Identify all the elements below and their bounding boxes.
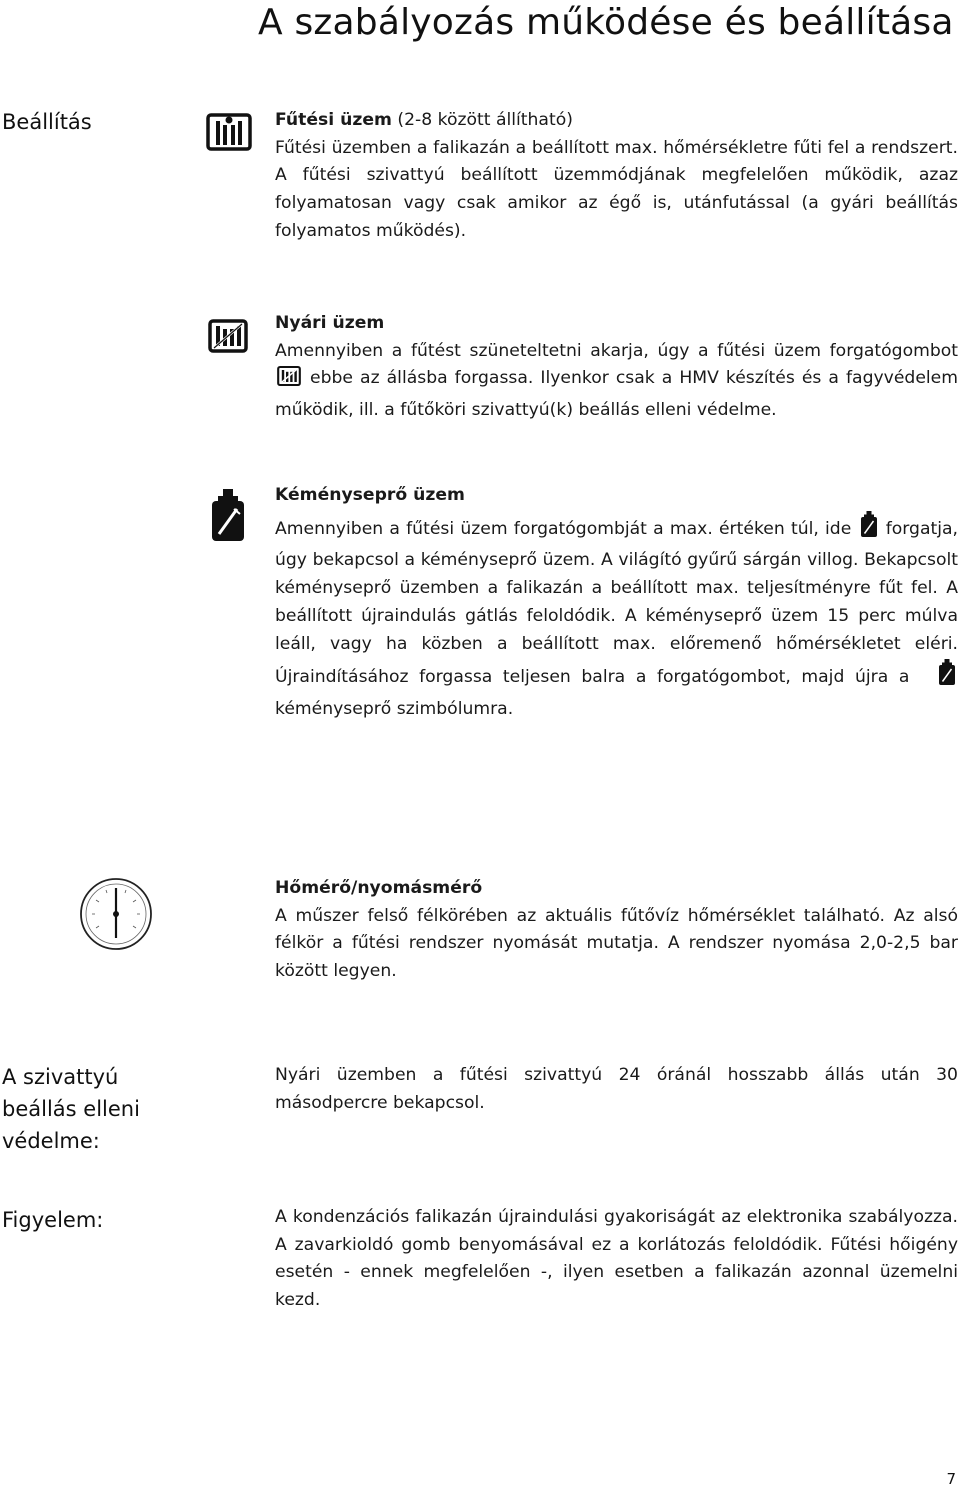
summer-mode-inline-icon	[277, 365, 301, 397]
summer-mode-text-start: Amennyiben a fűtést szüneteltetni akarja, úgy a fűtési üzem forgatógombot	[275, 340, 958, 361]
thermo-manometer-section	[275, 875, 958, 986]
chimney-sweep-text-middle: forgatja, úgy bekapcsol a kéményseprő üzem. A világító gyűrű sárgán villog. Bekapcsolt kéményseprő üzemben a falikazán a beállított max. teljesítményre fűt fel. A beállított újraindulás gátlás feloldódik. A kéményseprő üzem 15 perc múlva leáll, vagy ha közben a beállított max. előremenő hőmérsékletet eléri. Újraindításához forgassa teljesen balra a forgatógombot, majd újra a	[275, 518, 959, 688]
thermo-manometer-text: A műszer felső félkörében az aktuális fűtővíz hőmérséklet található. Az alsó félkör a fűtési rendszer nyomását mutatja. A rendszer nyomása 2,0-2,5 bar között legyen.	[275, 905, 958, 982]
section-label-notice: Figyelem:	[2, 1208, 104, 1232]
chimney-sweep-section	[275, 482, 958, 724]
page-number: 7	[946, 1470, 956, 1488]
heating-mode-icon	[206, 111, 252, 157]
heating-mode-text: Fűtési üzemben a falikazán a beállított max. hőmérsékletre fűti fel a rendszert. A fűtési szivattyú beállított üzemmódjának megfelelően működik, azaz folyamatosan vagy csak amikor az égő is, utánfutással (a gyári beállítás folyamatos működés).	[275, 137, 958, 241]
chimney-sweep-icon	[210, 487, 246, 547]
summer-mode-text-end: ebbe az állásba forgassa. Ilyenkor csak a HMV készítés és a fagyvédelem működik, ill. a fűtőköri szivattyú(k) beállás elleni védelme.	[275, 368, 958, 421]
chimney-sweep-text-end: kéményseprő szimbólumra.	[275, 698, 514, 719]
summer-mode-icon	[208, 318, 248, 358]
heating-mode-section	[275, 107, 958, 246]
summer-mode-heading: Nyári üzem	[275, 313, 385, 333]
thermo-manometer-heading: Hőmérő/nyomásmérő	[275, 878, 483, 898]
thermo-manometer-icon	[76, 878, 156, 954]
pump-protection-text: Nyári üzemben a fűtési szivattyú 24 óránál hosszabb állás után 30 másodpercre bekapcsol.	[275, 1065, 958, 1113]
chimney-sweep-text-start: Amennyiben a fűtési üzem forgatógombját a max. értéken túl, ide	[275, 518, 858, 539]
chimney-sweep-inline-icon-2	[938, 658, 956, 696]
heating-mode-range: (2-8 között állítható)	[391, 110, 573, 130]
page-title: A szabályozás működése és beállítása	[258, 2, 954, 43]
section-label-settings: Beállítás	[2, 110, 92, 134]
notice-text: A kondenzációs falikazán újraindulási gyakoriságát az elektronika szabályozza. A zavarkioldó gomb benyomásával ez a korlátozás feloldódik. Fűtési hőigény esetén - ennek megfelelően -, ilyen esetben a falikazán azonnal üzemelni kezd.	[275, 1207, 958, 1311]
summer-mode-section	[275, 310, 958, 425]
heating-mode-heading: Fűtési üzem	[275, 110, 392, 130]
chimney-sweep-heading: Kéményseprő üzem	[275, 485, 465, 505]
section-label-pump-protection: A szivattyú beállás elleni védelme:	[2, 1065, 140, 1153]
chimney-sweep-inline-icon	[860, 510, 878, 548]
